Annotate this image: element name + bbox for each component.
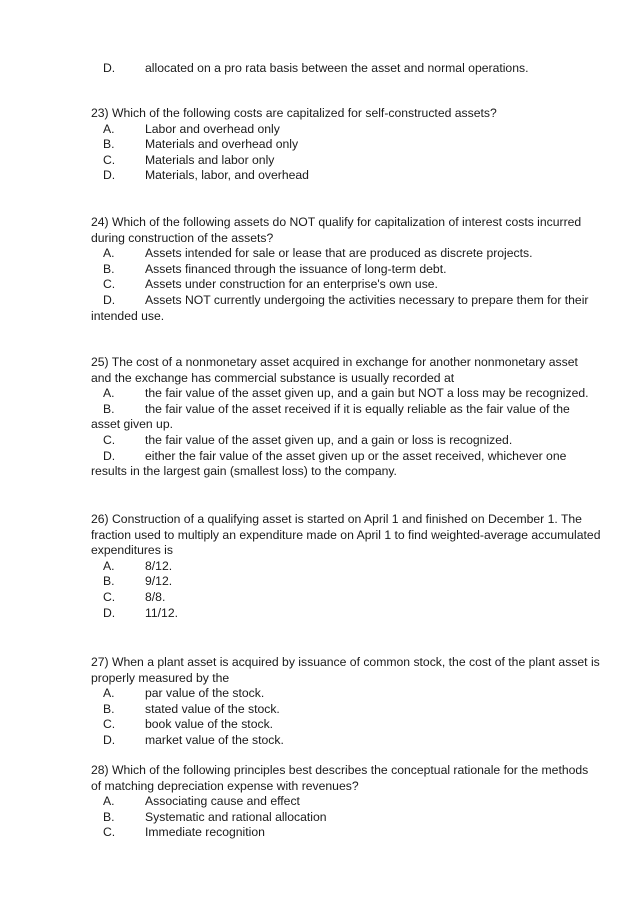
option-text: Assets under construction for an enterprise's own use. [145,277,438,292]
option-letter: A. [103,246,115,261]
option-text: Assets financed through the issuance of long-term debt. [145,261,447,276]
option-text: either the fair value of the asset given up or the asset received, whichever one results in the largest gain (smallest loss) to the company. [91,448,567,479]
option-text: the fair value of the asset given up, and a gain but NOT a loss may be recognized. [145,386,589,401]
option-letter: D. [103,61,116,75]
option-text: the fair value of the asset given up, and a gain or loss is recognized. [145,432,513,447]
option-b [91,702,601,718]
option-text: stated value of the stock. [145,701,280,716]
option-text: Immediate recognition [145,825,265,840]
option-d [91,293,601,324]
option-letter: D. [103,168,116,183]
option-d [91,449,601,480]
option-letter: C. [103,825,116,840]
question-23 [91,106,601,184]
option-text: 8/12. [145,558,173,573]
option-c [91,153,601,169]
option-text: 8/8. [145,589,166,604]
question-stem: 26) Construction of a qualifying asset is started on April 1 and finished on December 1. The fraction used to multiply an expenditure made on April 1 to find weighted-average accumulated expenditures is [91,512,601,558]
option-text: 11/12. [145,605,178,620]
option-a [91,559,601,575]
option-letter: C. [103,432,116,447]
option-letter: B. [103,401,115,416]
option-text: the fair value of the asset received if it is equally reliable as the fair value of the asset given up. [91,401,570,432]
option-letter: C. [103,277,116,292]
question-27 [91,655,601,749]
option-letter: C. [103,717,116,732]
option-a [91,794,601,810]
option-b [91,262,601,278]
option-d [91,733,601,749]
option-text: Materials, labor, and overhead [145,168,309,183]
option-text: Assets NOT currently undergoing the activities necessary to prepare them for their intended use. [91,292,589,323]
option-d [91,606,601,622]
option-letter: A. [103,386,115,401]
option-letter: D. [103,605,116,620]
option-a [91,386,601,402]
question-stem: 23) Which of the following costs are capitalized for self-constructed assets? [91,106,497,120]
option-letter: C. [103,152,116,167]
option-letter: D. [103,292,116,307]
carryover-option [91,61,601,77]
option-letter: B. [103,809,115,824]
option-letter: B. [103,574,115,589]
option-text: market value of the stock. [145,732,284,747]
question-25 [91,355,601,480]
option-text: Associating cause and effect [145,794,300,809]
option-text: par value of the stock. [145,686,265,701]
option-letter: A. [103,686,115,701]
option-b [91,574,601,590]
option-text: allocated on a pro rata basis between the asset and normal operations. [145,61,529,75]
option-text: book value of the stock. [145,717,274,732]
option-b [91,810,601,826]
option-letter: A. [103,794,115,809]
question-stem: 28) Which of the following principles best describes the conceptual rationale for the methods of matching depreciation expense with revenues? [91,763,589,793]
option-letter: D. [103,732,116,747]
question-stem: 24) Which of the following assets do NOT qualify for capitalization of interest costs incurred during construction of the assets? [91,215,582,245]
option-letter: A. [103,121,115,136]
option-c [91,277,601,293]
question-stem: 27) When a plant asset is acquired by issuance of common stock, the cost of the plant asset is properly measured by the [91,655,600,685]
option-a [91,686,601,702]
option-letter: B. [103,701,115,716]
option-text: 9/12. [145,574,173,589]
option-c [91,590,601,606]
option-c [91,717,601,733]
option-text: Systematic and rational allocation [145,809,327,824]
option-text: Materials and overhead only [145,137,299,152]
option-text: Labor and overhead only [145,121,280,136]
option-letter: B. [103,137,115,152]
option-b [91,402,601,433]
option-letter: C. [103,589,116,604]
question-24 [91,215,601,324]
option-d [91,61,601,77]
question-stem: 25) The cost of a nonmonetary asset acquired in exchange for another nonmonetary asset and the exchange has commercial substance is usually recorded at [91,355,578,385]
option-d [91,168,601,184]
option-a [91,246,601,262]
option-text: Assets intended for sale or lease that are produced as discrete projects. [145,246,533,261]
option-letter: D. [103,448,116,463]
option-letter: B. [103,261,115,276]
option-c [91,825,601,841]
question-26 [91,512,601,621]
option-text: Materials and labor only [145,152,275,167]
option-letter: A. [103,558,115,573]
question-28 [91,763,601,841]
option-c [91,433,601,449]
option-b [91,137,601,153]
option-a [91,122,601,138]
